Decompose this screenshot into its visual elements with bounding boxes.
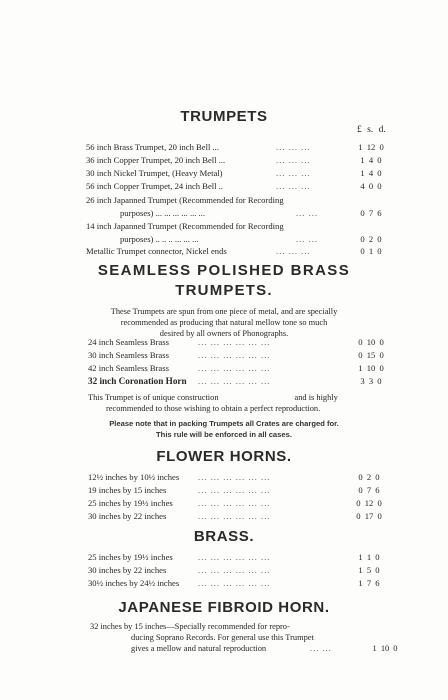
leader-dots: ... ... ... bbox=[276, 155, 311, 165]
trumpets-heading: TRUMPETS bbox=[180, 108, 268, 125]
price-row bbox=[88, 576, 418, 590]
item-price: 0 17 0 bbox=[356, 511, 382, 521]
item-price: 0 15 0 bbox=[358, 350, 384, 360]
leader-dots: ... ... ... ... ... ... bbox=[198, 511, 271, 521]
leader-dots: ... ... ... ... ... ... bbox=[198, 337, 271, 347]
leader-dots: ... ... ... bbox=[276, 181, 311, 191]
item-description: 25 inches by 19½ inches bbox=[88, 552, 173, 562]
price-row bbox=[86, 206, 416, 220]
price-row bbox=[88, 361, 418, 375]
item-description: purposes) .. .. .. ... ... ... bbox=[120, 234, 199, 244]
japanese-horn-heading: JAPANESE FIBROID HORN. bbox=[118, 599, 330, 616]
currency-header: £ s. d. bbox=[357, 125, 386, 135]
leader-dots: ... ... ... bbox=[276, 142, 311, 152]
seamless-heading: SEAMLESS POLISHED BRASS bbox=[97, 262, 351, 279]
price-row bbox=[86, 140, 416, 154]
item-price: 4 0 0 bbox=[360, 181, 382, 191]
intro-line: These Trumpets are spun from one piece of metal, and are specially bbox=[110, 307, 338, 316]
item-description: 30½ inches by 24½ inches bbox=[88, 578, 180, 588]
item-description: 26 inch Japanned Trumpet (Recommended for Recording bbox=[86, 195, 284, 205]
coronation-note-text: This Trumpet is of unique construction bbox=[88, 393, 219, 402]
japanese-horn-item bbox=[90, 621, 410, 654]
item-price: 1 5 0 bbox=[358, 565, 380, 575]
item-price: 1 1 0 bbox=[358, 552, 380, 562]
intro-line: recommended as producing that natural mellow tone so much bbox=[120, 318, 328, 327]
price-row bbox=[88, 374, 418, 388]
item-description: 30 inch Nickel Trumpet, (Heavy Metal) bbox=[86, 168, 223, 178]
item-price: 1 12 0 bbox=[358, 142, 384, 152]
price-row bbox=[88, 483, 418, 497]
leader-dots: ... ... bbox=[310, 644, 332, 653]
item-description: 30 inches by 22 inches bbox=[88, 511, 167, 521]
item-description: 32 inch Coronation Horn bbox=[88, 376, 187, 386]
leader-dots: ... ... ... ... ... ... bbox=[198, 485, 271, 495]
item-price: 0 7 6 bbox=[360, 208, 382, 218]
item-price: 3 3 0 bbox=[360, 376, 382, 386]
item-price: 1 10 0 bbox=[372, 644, 398, 653]
item-description: 25 inches by 19½ inches bbox=[88, 498, 173, 508]
crates-notice: Please note that in packing Trumpets all Crates are charged for. bbox=[109, 419, 339, 428]
item-description: purposes) ... ... ... ... ... ... bbox=[120, 208, 205, 218]
leader-dots: ... ... ... ... ... ... bbox=[198, 498, 271, 508]
item-price: 1 4 0 bbox=[360, 155, 382, 165]
coronation-note bbox=[88, 392, 408, 414]
item-description: 24 inch Seamless Brass bbox=[88, 337, 169, 347]
item-description: 56 inch Copper Trumpet, 24 inch Bell .. bbox=[86, 181, 224, 191]
brass-heading: BRASS. bbox=[193, 528, 255, 545]
item-price: 1 10 0 bbox=[358, 363, 384, 373]
price-row bbox=[86, 166, 416, 180]
item-price: 0 10 0 bbox=[358, 337, 384, 347]
price-row bbox=[86, 153, 416, 167]
price-row bbox=[88, 470, 418, 484]
item-price: 0 12 0 bbox=[356, 498, 382, 508]
leader-dots: ... ... ... ... ... ... bbox=[198, 552, 271, 562]
item-price: 0 2 0 bbox=[360, 234, 382, 244]
item-description: 19 inches by 15 inches bbox=[88, 485, 167, 495]
leader-dots: ... ... bbox=[296, 234, 319, 244]
item-description: 12½ inches by 10½ inches bbox=[88, 472, 180, 482]
item-description: 14 inch Japanned Trumpet (Recommended for Recording bbox=[86, 221, 284, 231]
leader-dots: ... ... ... ... ... ... bbox=[198, 578, 271, 588]
price-row bbox=[88, 550, 418, 564]
item-description: 56 inch Brass Trumpet, 20 inch Bell ... bbox=[86, 142, 219, 152]
seamless-heading-line2: TRUMPETS. bbox=[175, 282, 273, 299]
item-price: 1 4 0 bbox=[360, 168, 382, 178]
item-description: gives a mellow and natural reproduction bbox=[131, 644, 267, 653]
item-description-last-line bbox=[90, 643, 410, 654]
leader-dots: ... ... ... ... ... ... bbox=[198, 565, 271, 575]
item-description: 30 inches by 22 inches bbox=[88, 565, 167, 575]
item-price: 0 1 0 bbox=[360, 246, 382, 256]
coronation-note-text: recommended to those wishing to obtain a perfect reproduction. bbox=[106, 404, 321, 413]
item-price: 0 7 6 bbox=[358, 485, 380, 495]
item-price: 1 7 6 bbox=[358, 578, 380, 588]
item-description: 30 inch Seamless Brass bbox=[88, 350, 169, 360]
intro-line: desired by all owners of Phonographs. bbox=[159, 329, 289, 338]
leader-dots: ... ... ... bbox=[276, 246, 311, 256]
coronation-note-text: and is highly bbox=[294, 393, 338, 402]
price-row bbox=[88, 348, 418, 362]
leader-dots: ... ... bbox=[296, 208, 319, 218]
flower-horns-heading: FLOWER HORNS. bbox=[156, 448, 292, 465]
item-price: 0 2 0 bbox=[358, 472, 380, 482]
item-description: 36 inch Copper Trumpet, 20 inch Bell ... bbox=[86, 155, 226, 165]
price-row bbox=[86, 244, 416, 258]
leader-dots: ... ... ... ... ... ... bbox=[198, 472, 271, 482]
leader-dots: ... ... ... ... ... ... bbox=[198, 376, 271, 386]
price-row bbox=[88, 335, 418, 349]
price-row bbox=[88, 509, 418, 523]
price-row bbox=[86, 179, 416, 193]
price-row bbox=[86, 193, 416, 207]
leader-dots: ... ... ... ... ... ... bbox=[198, 350, 271, 360]
leader-dots: ... ... ... bbox=[276, 168, 311, 178]
item-description: Metallic Trumpet connector, Nickel ends bbox=[86, 246, 227, 256]
price-row bbox=[88, 496, 418, 510]
item-description: 32 inches by 15 inches—Specially recommended for repro- bbox=[90, 622, 290, 631]
item-description: ducing Soprano Records. For general use this Trumpet bbox=[131, 633, 314, 642]
leader-dots: ... ... ... ... ... ... bbox=[198, 363, 271, 373]
crates-notice: This rule will be enforced in all cases. bbox=[156, 430, 292, 439]
price-row bbox=[86, 219, 416, 233]
item-description: 42 inch Seamless Brass bbox=[88, 363, 169, 373]
price-row bbox=[88, 563, 418, 577]
